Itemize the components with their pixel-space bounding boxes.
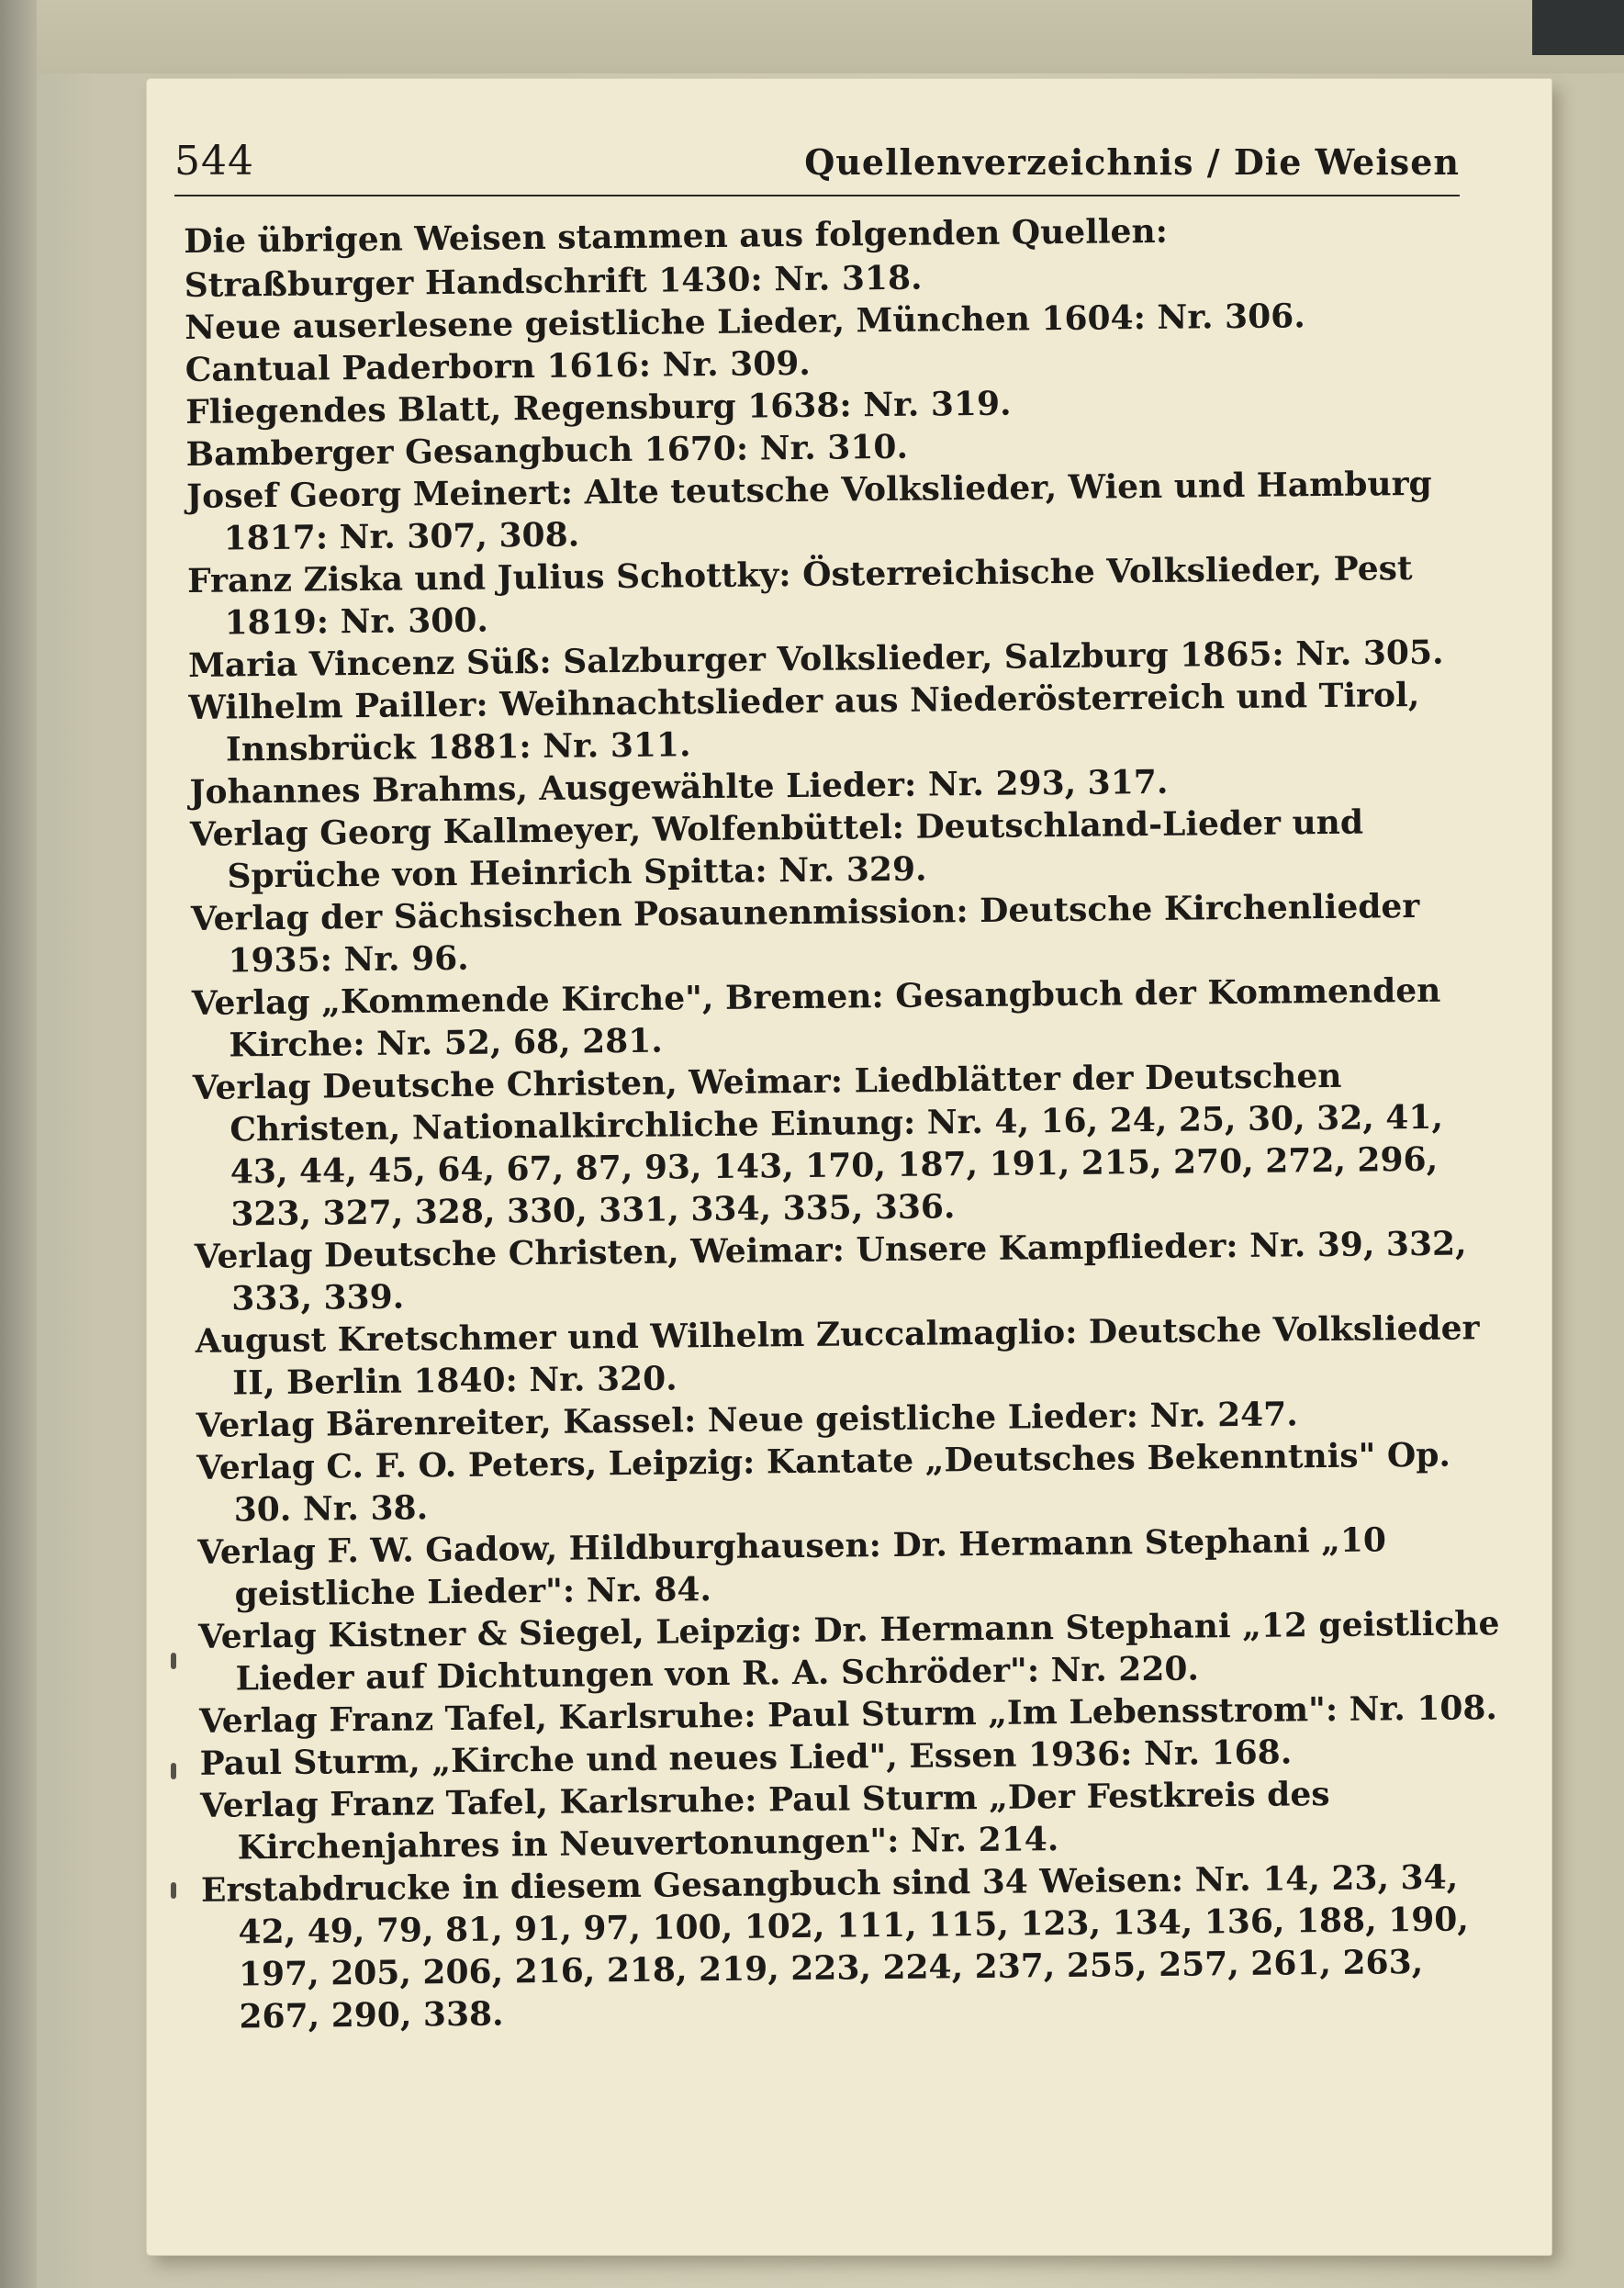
source-entry: Neue auserlesene geistliche Lieder, München 1604: Nr. 306. xyxy=(185,297,1305,347)
page-edge-mark xyxy=(171,1763,176,1779)
source-entry: Johannes Brahms, Ausgewählte Lieder: Nr. 293, 317. xyxy=(189,762,1169,812)
page-edge-mark xyxy=(171,1653,176,1669)
source-entry: Maria Vincenz Süß: Salzburger Volkslieder, Salzburg 1865: Nr. 305. xyxy=(187,633,1444,685)
page-header xyxy=(174,138,1460,193)
source-entry: Cantual Paderborn 1616: Nr. 309. xyxy=(185,343,812,389)
source-entry: Bamberger Gesangbuch 1670: Nr. 310. xyxy=(185,427,909,474)
source-entry: Verlag Deutsche Christen, Weimar: Unsere Kampflieder: Nr. 39, 332, 333, 339. xyxy=(194,1224,1467,1318)
source-entry: Verlag Kistner & Siegel, Leipzig: Dr. Hermann Stephani „12 geistliche Lieder auf Dichtungen von R. A. Schröder": Nr. 220. xyxy=(197,1604,1500,1699)
spine-shadow xyxy=(0,0,37,2288)
source-entry: Verlag Bärenreiter, Kassel: Neue geistliche Lieder: Nr. 247. xyxy=(196,1395,1298,1445)
source-entry: Franz Ziska und Julius Schottky: Österreichische Volkslieder, Pest 1819: Nr. 300. xyxy=(186,549,1413,643)
source-entry: Wilhelm Pailler: Weihnachtslieder aus Niederösterreich und Tirol, Innsbrück 1881: Nr. 311. xyxy=(188,675,1420,769)
running-head: Quellenverzeichnis / Die Weisen xyxy=(804,141,1460,183)
cover-top-edge xyxy=(0,0,1624,73)
source-entry: Verlag Deutsche Christen, Weimar: Liedblätter der Deutschen Christen, Nationalkirchliche Einung: Nr. 4, 16, 24, 25, 30, 32, 41, 43, 44, 45, 64, 67, 87, 93, 143, 170, 187, 191, 215, 270, 272, 296, 323, 327, 328, 330, 331, 334, 335, 336. xyxy=(192,1056,1444,1234)
source-entry: Verlag Franz Tafel, Karlsruhe: Paul Sturm „Der Festkreis des Kirchenjahres in Neuvertonungen": Nr. 214. xyxy=(199,1775,1330,1867)
source-entry: Fliegendes Blatt, Regensburg 1638: Nr. 319. xyxy=(185,384,1012,432)
source-entry: Verlag Franz Tafel, Karlsruhe: Paul Sturm „Im Lebensstrom": Nr. 108. xyxy=(198,1688,1498,1741)
source-entry: Josef Georg Meinert: Alte teutsche Volkslieder, Wien und Hamburg 1817: Nr. 307, 308. xyxy=(185,464,1432,558)
source-entry: Paul Sturm, „Kirche und neues Lied", Essen 1936: Nr. 168. xyxy=(199,1733,1293,1783)
source-entry: Verlag F. W. Gadow, Hildburghausen: Dr. Hermann Stephani „10 geistliche Lieder": Nr. 84. xyxy=(196,1520,1387,1614)
page-number: 544 xyxy=(174,138,254,185)
source-entry: Verlag C. F. O. Peters, Leipzig: Kantate „Deutsches Bekenntnis" Op. 30. Nr. 38. xyxy=(196,1435,1451,1530)
source-entry: Straßburger Handschrift 1430: Nr. 318. xyxy=(184,258,923,305)
intro-line: Die übrigen Weisen stammen aus folgenden Quellen: xyxy=(184,211,1169,261)
source-entry: Erstabdrucke in diesem Gesangbuch sind 34 Weisen: Nr. 14, 23, 34, 42, 49, 79, 81, 91, 97, 100, 102, 111, 115, 123, 134, 136, 188, 190, 197, 205, 206, 216, 218, 219, 223, 224, 237, 255, 257, 261, 263, 267, 290, 338. xyxy=(200,1857,1470,2036)
source-entry: Verlag Georg Kallmeyer, Wolfenbüttel: Deutschland-Lieder und Sprüche von Heinrich Spitta: Nr. 329. xyxy=(189,802,1364,896)
page-edge-mark xyxy=(171,1882,176,1899)
source-list xyxy=(184,207,1506,2047)
header-rule xyxy=(174,195,1460,196)
source-entry: Verlag der Sächsischen Posaunenmission: Deutsche Kirchenlieder 1935: Nr. 96. xyxy=(190,886,1420,981)
source-entry: August Kretschmer und Wilhelm Zuccalmaglio: Deutsche Volkslieder II, Berlin 1840: Nr. 320. xyxy=(195,1308,1480,1403)
background-corner xyxy=(1532,0,1624,55)
source-entry: Verlag „Kommende Kirche", Bremen: Gesangbuch der Kommenden Kirche: Nr. 52, 68, 281. xyxy=(191,970,1441,1065)
